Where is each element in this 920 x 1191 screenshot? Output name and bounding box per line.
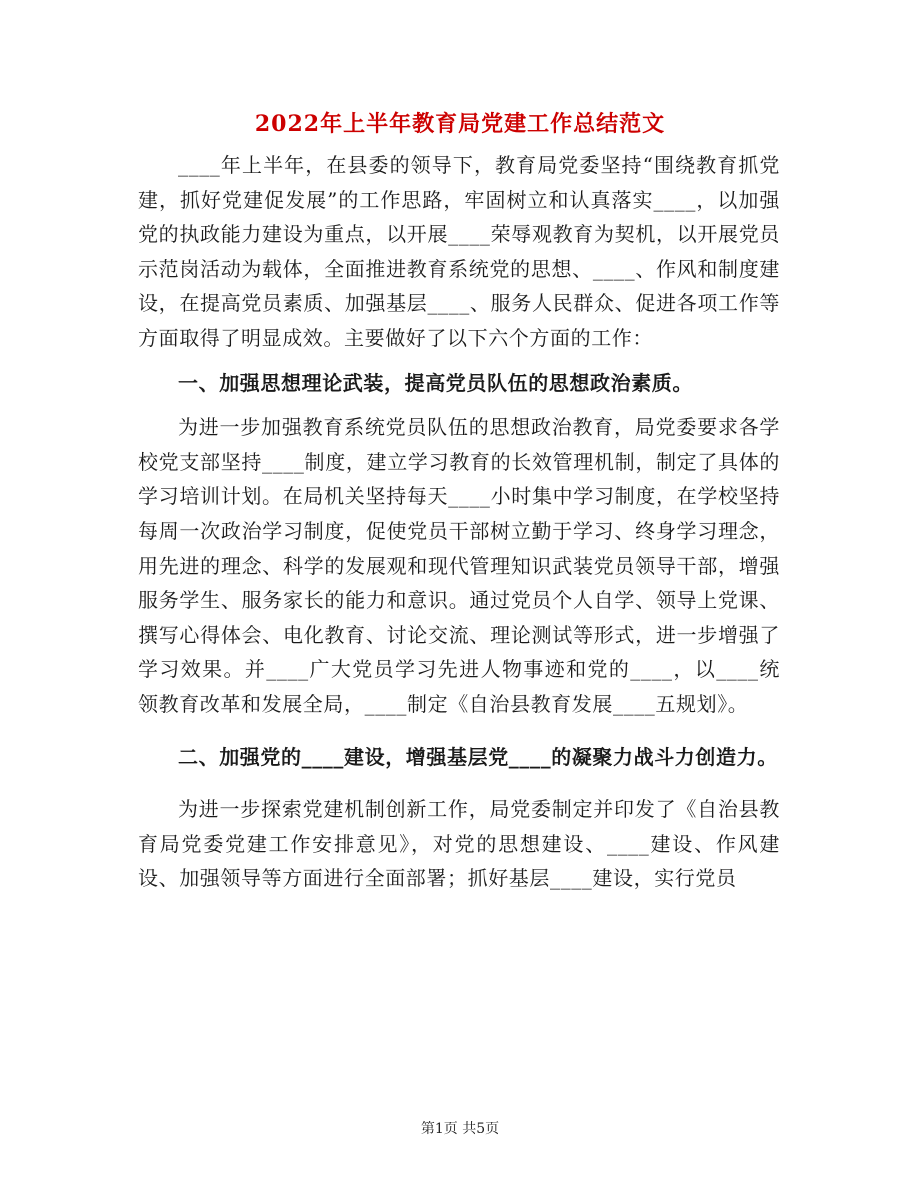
section-heading-1: 一、加强思想理论武装，提高党员队伍的思想政治素质。 xyxy=(178,370,693,395)
section-1-paragraph: 为进一步加强教育系统党员队伍的思想政治教育，局党委要求各学校党支部坚持____制度，建立学习教育的长效管理机制，制定了具体的学习培训计划。在局机关坚持每天____小时集中学习制度，在学校坚持每周一次政治学习制度，促使党员干部树立勤于学习、终身学习理念，用先进的理念、科学的发展观和现代管理知识武装党员领导干部，增强服务学生、服务家长的能力和意识。通过党员个人自学、领导上党课、撰写心得体会、电化教育、讨论交流、理论测试等形式，进一步增强了学习效果。并____广大党员学习先进人物事迹和党的____，以____统领教育改革和发展全局，____制定《自治县教育发展____五规划》。 xyxy=(138,415,780,716)
page-number-footer: 第1页 共5页 xyxy=(420,1121,500,1137)
intro-paragraph: ____年上半年，在县委的领导下，教育局党委坚持“围绕教育抓党建，抓好党建促发展”的工作思路，牢固树立和认真落实____，以加强党的执政能力建设为重点，以开展____荣辱观教育为契机，以开展党员示范岗活动为载体，全面推进教育系统党的思想、____、作风和制度建设，在提高党员素质、加强基层____、服务人民群众、促进各项工作等方面取得了明显成效。主要做好了以下六个方面的工作： xyxy=(138,153,780,350)
document-title: 2022年上半年教育局党建工作总结范文 xyxy=(254,111,666,137)
section-2-paragraph: 为进一步探索党建机制创新工作，局党委制定并印发了《自治县教育局党委党建工作安排意见》，对党的思想建设、____建设、作风建设、加强领导等方面进行全面部署；抓好基层____建设，实行党员 xyxy=(138,797,780,891)
section-heading-2: 二、加强党的____建设，增强基层党____的凝聚力战斗力创造力。 xyxy=(178,744,778,769)
document-body xyxy=(138,148,780,896)
